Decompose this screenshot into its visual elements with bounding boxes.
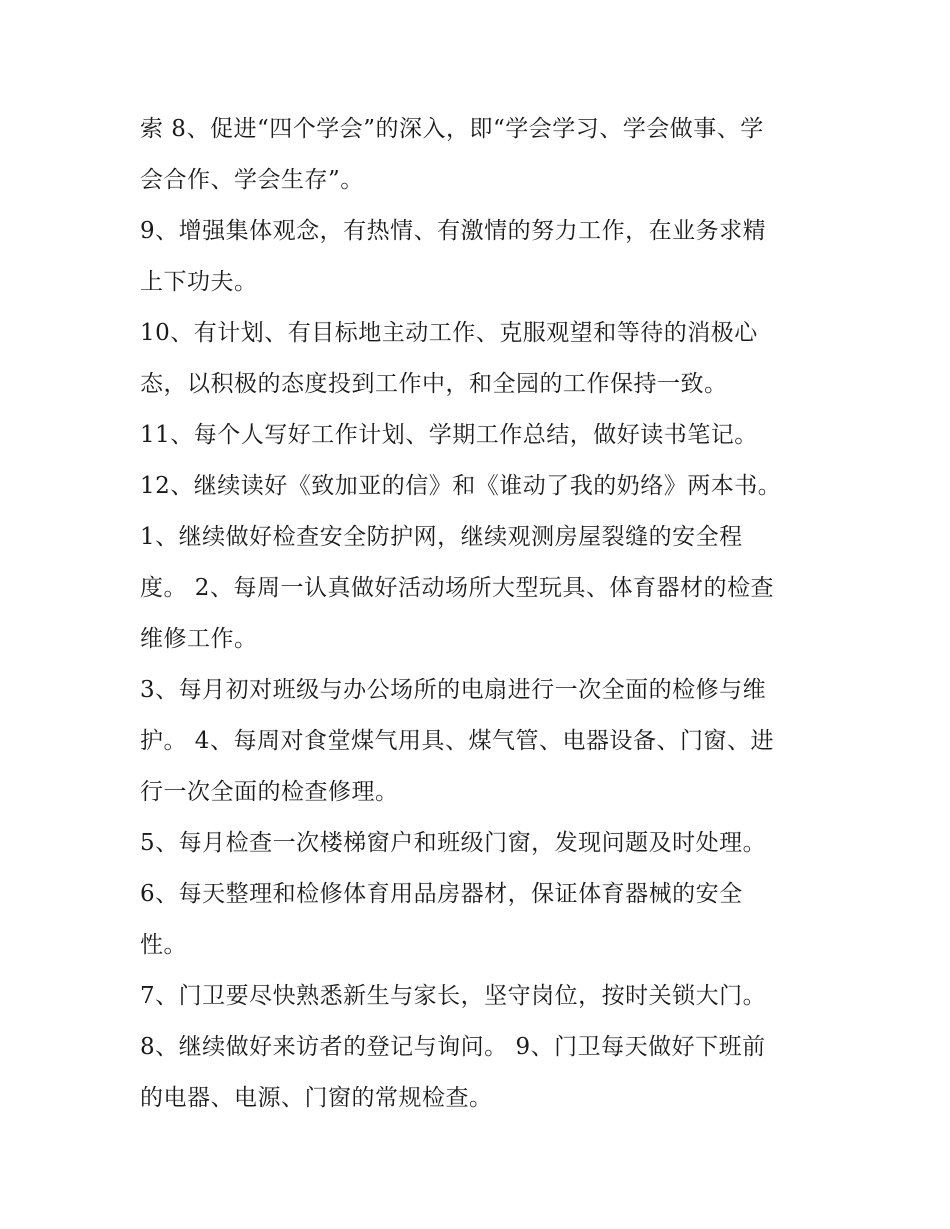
text-line: 索 8、促进“四个学会”的深入，即“学会学习、学会做事、学 (140, 116, 764, 142)
text-line: 8、继续做好来访者的登记与询问。 9、门卫每天做好下班前 (140, 1034, 766, 1060)
text-line: 6、每天整理和检修体育用品房器材，保证体育器械的安全 (140, 881, 743, 907)
document-body (140, 104, 820, 1124)
text-line: 态，以积极的态度投到工作中，和全园的工作保持一致。 (140, 371, 728, 397)
text-line: 护。 4、每周对食堂煤气用具、煤气管、电器设备、门窗、进 (140, 728, 774, 754)
text-line: 7、门卫要尽快熟悉新生与家长，坚守岗位，按时关锁大门。 (140, 983, 767, 1009)
text-line: 3、每月初对班级与办公场所的电扇进行一次全面的检修与维 (140, 677, 767, 703)
text-line: 5、每月检查一次楼梯窗户和班级门窗，发现问题及时处理。 (140, 830, 767, 856)
text-line: 会合作、学会生存”。 (140, 167, 364, 193)
text-line: 的电器、电源、门窗的常规检查。 (140, 1085, 493, 1111)
text-line: 1、继续做好检查安全防护网，继续观测房屋裂缝的安全程 (140, 524, 743, 550)
text-line: 12、继续读好《致加亚的信》和《谁动了我的奶络》两本书。 (140, 473, 782, 499)
text-line: 性。 (140, 932, 187, 958)
text-line: 行一次全面的检查修理。 (140, 779, 399, 805)
text-line: 9、增强集体观念，有热情、有激情的努力工作，在业务求精 (140, 218, 767, 244)
text-line: 度。 2、每周一认真做好活动场所大型玩具、体育器材的检查 (140, 575, 774, 601)
text-line: 上下功夫。 (140, 269, 258, 295)
text-line: 11、每个人写好工作计划、学期工作总结，做好读书笔记。 (140, 422, 758, 448)
text-line: 10、有计划、有目标地主动工作、克服观望和等待的消极心 (140, 320, 758, 346)
text-line: 维修工作。 (140, 626, 258, 652)
